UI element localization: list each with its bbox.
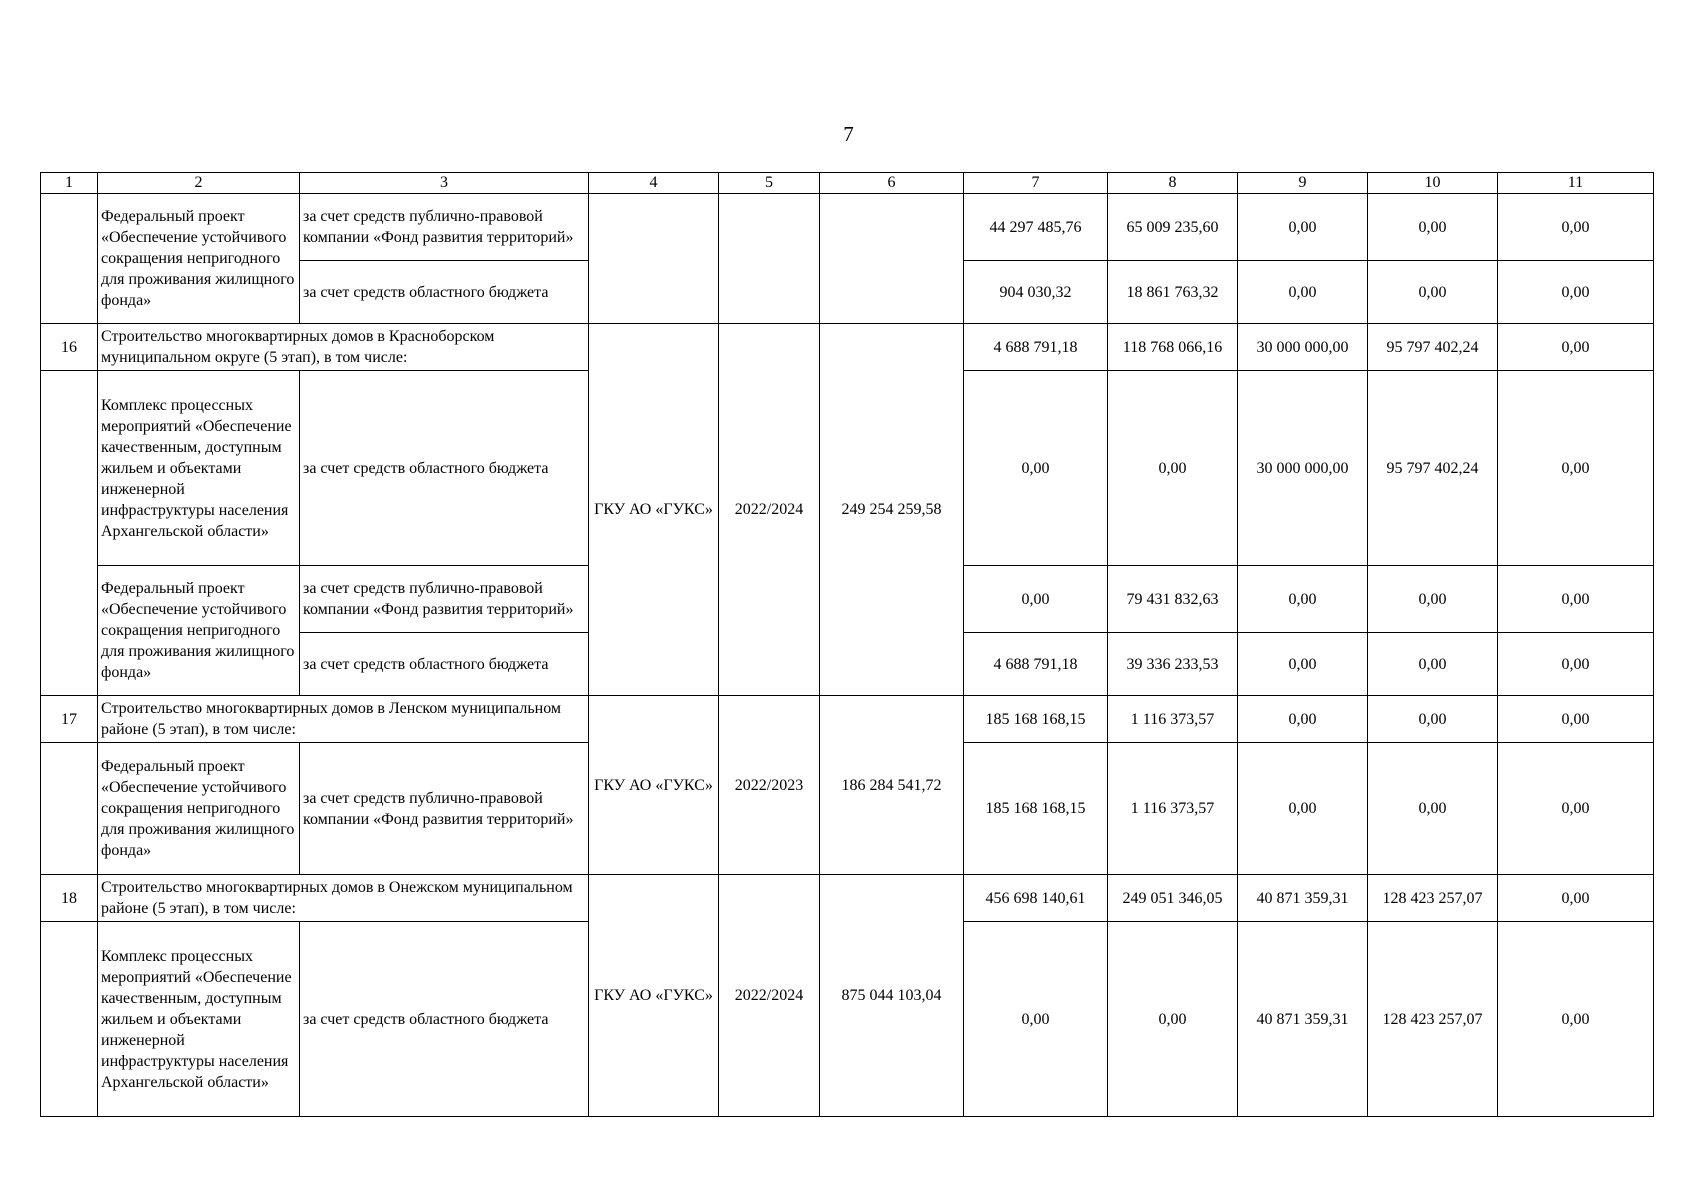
value-cell: 30 000 000,00: [1238, 324, 1368, 371]
period-cell: 2022/2023: [719, 696, 820, 875]
table-row: [41, 194, 1654, 261]
num-cell: [41, 371, 98, 696]
header-cell: 10: [1368, 173, 1498, 194]
value-cell: 95 797 402,24: [1368, 371, 1498, 566]
header-cell: 7: [964, 173, 1108, 194]
value-cell: 44 297 485,76: [964, 194, 1108, 261]
value-cell: 4 688 791,18: [964, 324, 1108, 371]
value-cell: 0,00: [1368, 633, 1498, 696]
value-cell: 18 861 763,32: [1108, 261, 1238, 324]
value-cell: 1 116 373,57: [1108, 743, 1238, 875]
object-title: Строительство многоквартирных домов в Ленском муниципальном районе (5 этап), в том числе:: [98, 696, 589, 743]
value-cell: 0,00: [1368, 696, 1498, 743]
executor-cell: [589, 194, 719, 324]
value-cell: 0,00: [1108, 371, 1238, 566]
project-cell: Федеральный проект «Обеспечение устойчивого сокращения непригодного для проживания жилищного фонда»: [98, 194, 300, 324]
value-cell: 0,00: [1108, 922, 1238, 1117]
source-cell: за счет средств публично-правовой компании «Фонд развития территорий»: [300, 566, 589, 633]
table-header-row: [41, 173, 1654, 194]
header-cell: 1: [41, 173, 98, 194]
value-cell: 456 698 140,61: [964, 875, 1108, 922]
value-cell: 0,00: [1498, 875, 1654, 922]
source-cell: за счет средств публично-правовой компании «Фонд развития территорий»: [300, 743, 589, 875]
total-cell: [820, 194, 964, 324]
header-cell: 11: [1498, 173, 1654, 194]
source-cell: за счет средств областного бюджета: [300, 261, 589, 324]
value-cell: 0,00: [1368, 194, 1498, 261]
source-cell: за счет средств публично-правовой компании «Фонд развития территорий»: [300, 194, 589, 261]
value-cell: 0,00: [1498, 371, 1654, 566]
row-number: 17: [41, 696, 98, 743]
header-cell: 2: [98, 173, 300, 194]
value-cell: 4 688 791,18: [964, 633, 1108, 696]
value-cell: 0,00: [964, 922, 1108, 1117]
value-cell: 0,00: [1498, 324, 1654, 371]
header-cell: 8: [1108, 173, 1238, 194]
total-cell: 249 254 259,58: [820, 324, 964, 696]
value-cell: 30 000 000,00: [1238, 371, 1368, 566]
value-cell: 40 871 359,31: [1238, 922, 1368, 1117]
num-cell: [41, 922, 98, 1117]
value-cell: 0,00: [1498, 696, 1654, 743]
source-cell: за счет средств областного бюджета: [300, 922, 589, 1117]
period-cell: 2022/2024: [719, 324, 820, 696]
header-cell: 5: [719, 173, 820, 194]
value-cell: 0,00: [1238, 566, 1368, 633]
value-cell: 40 871 359,31: [1238, 875, 1368, 922]
project-cell: Федеральный проект «Обеспечение устойчивого сокращения непригодного для проживания жилищного фонда»: [98, 566, 300, 696]
value-cell: 0,00: [1498, 922, 1654, 1117]
page-number: 7: [843, 122, 854, 146]
value-cell: 904 030,32: [964, 261, 1108, 324]
period-cell: 2022/2024: [719, 875, 820, 1117]
value-cell: 0,00: [1498, 743, 1654, 875]
value-cell: 249 051 346,05: [1108, 875, 1238, 922]
value-cell: 0,00: [1498, 261, 1654, 324]
value-cell: 0,00: [1498, 194, 1654, 261]
value-cell: 0,00: [1498, 633, 1654, 696]
value-cell: 128 423 257,07: [1368, 875, 1498, 922]
value-cell: 185 168 168,15: [964, 696, 1108, 743]
value-cell: 0,00: [1368, 566, 1498, 633]
period-cell: [719, 194, 820, 324]
value-cell: 0,00: [964, 566, 1108, 633]
source-cell: за счет средств областного бюджета: [300, 371, 589, 566]
value-cell: 128 423 257,07: [1368, 922, 1498, 1117]
value-cell: 0,00: [1238, 633, 1368, 696]
object-title: Строительство многоквартирных домов в Красноборском муниципальном округе (5 этап), в том числе:: [98, 324, 589, 371]
row-number: 18: [41, 875, 98, 922]
num-cell: [41, 194, 98, 324]
table-row: [41, 324, 1654, 371]
project-cell: Федеральный проект «Обеспечение устойчивого сокращения непригодного для проживания жилищного фонда»: [98, 743, 300, 875]
value-cell: 95 797 402,24: [1368, 324, 1498, 371]
value-cell: 118 768 066,16: [1108, 324, 1238, 371]
value-cell: 65 009 235,60: [1108, 194, 1238, 261]
value-cell: 0,00: [1498, 566, 1654, 633]
value-cell: 0,00: [1368, 261, 1498, 324]
value-cell: 0,00: [1238, 743, 1368, 875]
project-cell: Комплекс процессных мероприятий «Обеспечение качественным, доступным жильем и объектами инженерной инфраструктуры населения Архангельской области»: [98, 371, 300, 566]
value-cell: 0,00: [1238, 194, 1368, 261]
header-cell: 3: [300, 173, 589, 194]
table-row: [41, 875, 1654, 922]
source-cell: за счет средств областного бюджета: [300, 633, 589, 696]
header-cell: 9: [1238, 173, 1368, 194]
row-number: 16: [41, 324, 98, 371]
table-row: [41, 696, 1654, 743]
executor-cell: ГКУ АО «ГУКС»: [589, 696, 719, 875]
value-cell: 185 168 168,15: [964, 743, 1108, 875]
value-cell: 1 116 373,57: [1108, 696, 1238, 743]
header-cell: 6: [820, 173, 964, 194]
header-cell: 4: [589, 173, 719, 194]
total-cell: 875 044 103,04: [820, 875, 964, 1117]
value-cell: 0,00: [1368, 743, 1498, 875]
value-cell: 39 336 233,53: [1108, 633, 1238, 696]
value-cell: 0,00: [964, 371, 1108, 566]
value-cell: 0,00: [1238, 696, 1368, 743]
executor-cell: ГКУ АО «ГУКС»: [589, 875, 719, 1117]
num-cell: [41, 743, 98, 875]
executor-cell: ГКУ АО «ГУКС»: [589, 324, 719, 696]
value-cell: 0,00: [1238, 261, 1368, 324]
value-cell: 79 431 832,63: [1108, 566, 1238, 633]
budget-table: [40, 172, 1654, 1117]
total-cell: 186 284 541,72: [820, 696, 964, 875]
object-title: Строительство многоквартирных домов в Онежском муниципальном районе (5 этап), в том числе:: [98, 875, 589, 922]
project-cell: Комплекс процессных мероприятий «Обеспечение качественным, доступным жильем и объектами инженерной инфраструктуры населения Архангельской области»: [98, 922, 300, 1117]
